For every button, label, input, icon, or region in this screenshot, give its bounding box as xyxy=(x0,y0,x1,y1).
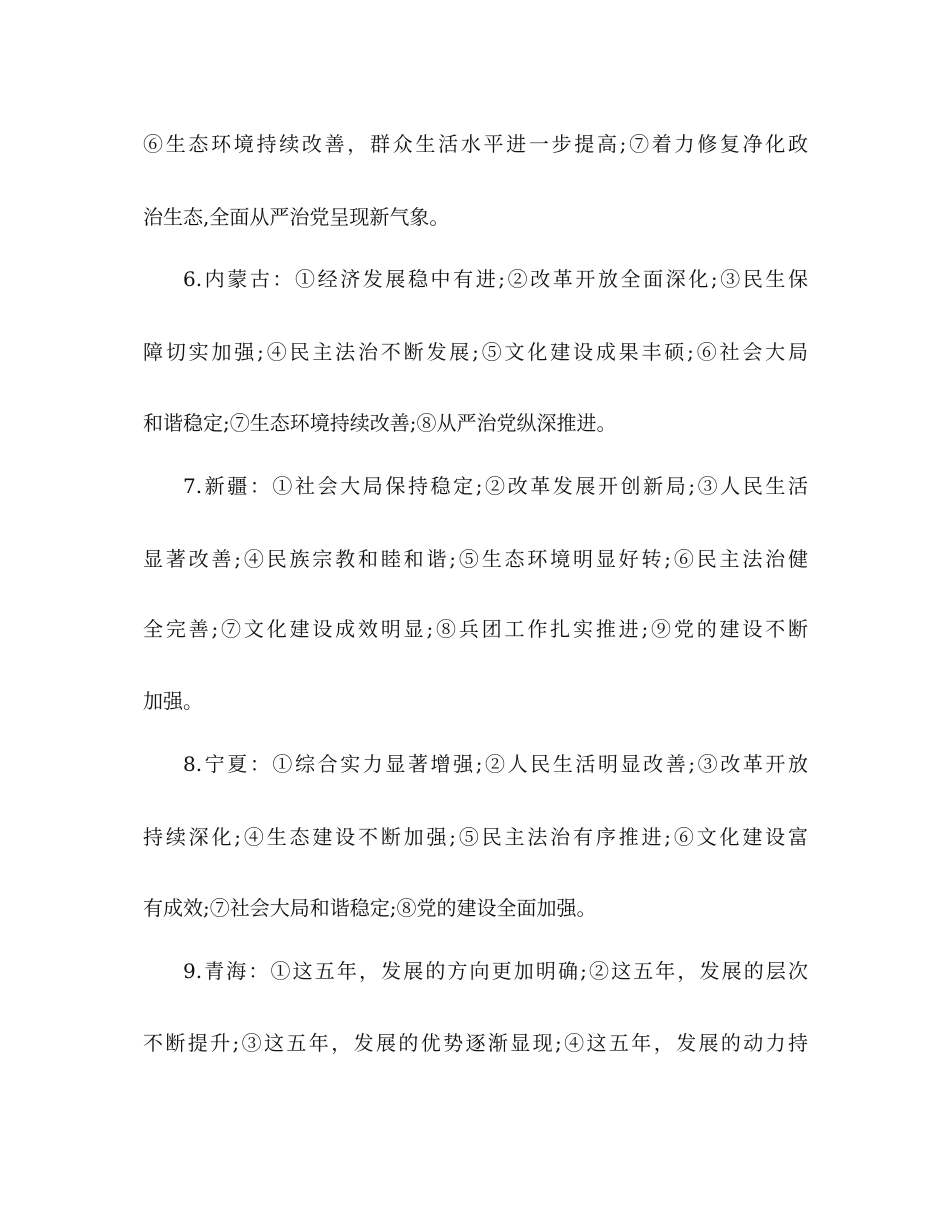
text-line: 障切实加强;④民主法治不断发展;⑤文化建设成果丰硕;⑥社会大局 xyxy=(143,340,808,364)
paragraph-start-line: 8.宁夏：①综合实力显著增强;②人民生活明显改善;③改革开放 xyxy=(183,752,808,776)
paragraph-start-line: 7.新疆：①社会大局保持稳定;②改革发展开创新局;③人民生活 xyxy=(183,474,808,498)
text-line: 显著改善;④民族宗教和睦和谐;⑤生态环境明显好转;⑥民主法治健 xyxy=(143,547,808,571)
text-line: 和谐稳定;⑦生态环境持续改善;⑧从严治党纵深推进。 xyxy=(143,411,617,435)
paragraph-start-line: 6.内蒙古：①经济发展稳中有进;②改革开放全面深化;③民生保 xyxy=(183,267,808,291)
paragraph-start-line: 9.青海：①这五年，发展的方向更加明确;②这五年，发展的层次 xyxy=(183,959,808,983)
text-line: 全完善;⑦文化建设成效明显;⑧兵团工作扎实推进;⑨党的建设不断 xyxy=(143,617,808,641)
text-line: 治生态,全面从严治党呈现新气象。 xyxy=(143,205,450,229)
text-line: 有成效;⑦社会大局和谐稳定;⑧党的建设全面加强。 xyxy=(143,896,597,920)
text-line: 加强。 xyxy=(143,689,203,713)
text-line: 持续深化;④生态建设不断加强;⑤民主法治有序推进;⑥文化建设富 xyxy=(143,825,808,849)
text-line: 不断提升;③这五年，发展的优势逐渐显现;④这五年，发展的动力持 xyxy=(143,1031,808,1055)
text-line: ⑥生态环境持续改善，群众生活水平进一步提高;⑦着力修复净化政 xyxy=(143,132,808,156)
